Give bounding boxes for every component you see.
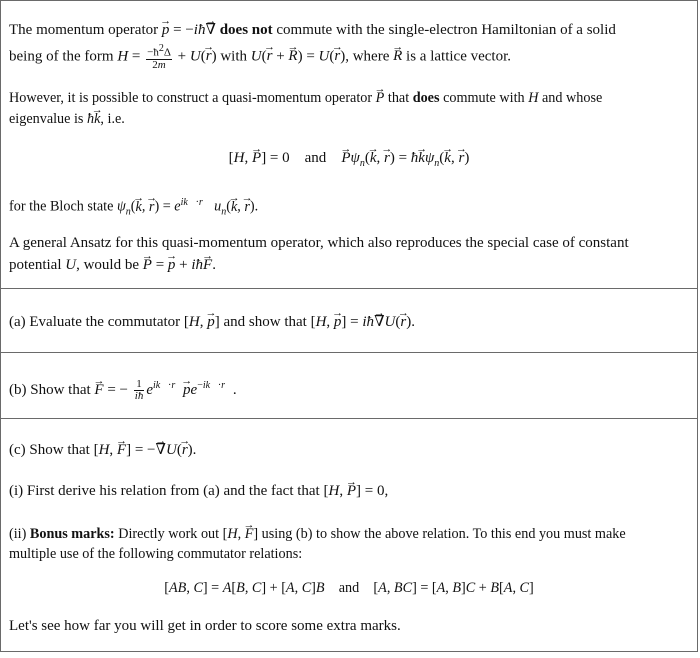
part-c-section bbox=[1, 419, 697, 651]
part-a-text: (a) Evaluate the commutator [H, p →] and show that [H, p →] = iħ∇ →U(r →). bbox=[9, 313, 415, 331]
part-b-text: (b) Show that F → = − $\frac{1}{iħ}$ $e^{ik⃗\cdot r⃗}p \to e^{-ik⃗\cdot r⃗}$. bbox=[9, 377, 237, 402]
part-c-i-text: (i) First derive his relation from (a) and the fact that [H, P →] = 0, bbox=[9, 482, 388, 500]
part-a-section bbox=[1, 289, 697, 353]
part-c-ii-line-2: multiple use of the following commutator relations: bbox=[9, 546, 303, 562]
intro-line-ansatz-2: potential U, would be P → = p → + iħF →. bbox=[9, 256, 216, 274]
intro-line-2: being of the form H = $\frac{-ħ^2\Delta}{2m}$ + U(r →) with U(r → + R →) = U(r →), where R → is a lattice vector. bbox=[9, 43, 511, 71]
closing-text: Let's see how far you will get in order to score some extra marks. bbox=[9, 618, 401, 634]
equation-commutator-relations: [AB, C] = A[B, C] + [A, C]B and [A, BC] = [A, B]C + B[A, C] bbox=[164, 580, 534, 596]
intro-line-4: eigenvalue is ħk →, i.e. bbox=[9, 110, 125, 128]
intro-line-1: The momentum operator p → = −iħ∇ → does not commute with the single-electron Hamiltonian of a solid bbox=[9, 21, 616, 39]
intro-line-ansatz-1: A general Ansatz for this quasi-momentum operator, which also reproduces the special case of constant bbox=[9, 235, 629, 251]
part-c-ii-line-1: (ii) Bonus marks: Directly work out [H, F →] using (b) to show the above relation. To this end you must make bbox=[9, 525, 626, 543]
fraction: $\frac{-ħ^2\Delta}{2m}$ bbox=[147, 43, 171, 71]
part-b-section bbox=[1, 353, 697, 419]
intro-section bbox=[1, 1, 697, 289]
intro-line-bloch: for the Bloch state $\psi_n(k$ →, r →) = $e^{ik⃗\cdot r⃗}$ $u_n(k$ →, r →). bbox=[9, 194, 258, 222]
equation-commutator-eigen: [H, P →] = 0 and $P \to\psi_n(k$ →, r →) = ħk $\to\psi_n(k$ →, r →) bbox=[1, 149, 697, 173]
part-c-text: (c) Show that [H, F →] = −∇ →U(r →). bbox=[9, 441, 196, 459]
fraction: $\frac{1}{iħ}$ bbox=[134, 378, 144, 403]
intro-line-3: However, it is possible to construct a quasi-momentum operator P → that does commute with H and whose bbox=[9, 89, 602, 107]
